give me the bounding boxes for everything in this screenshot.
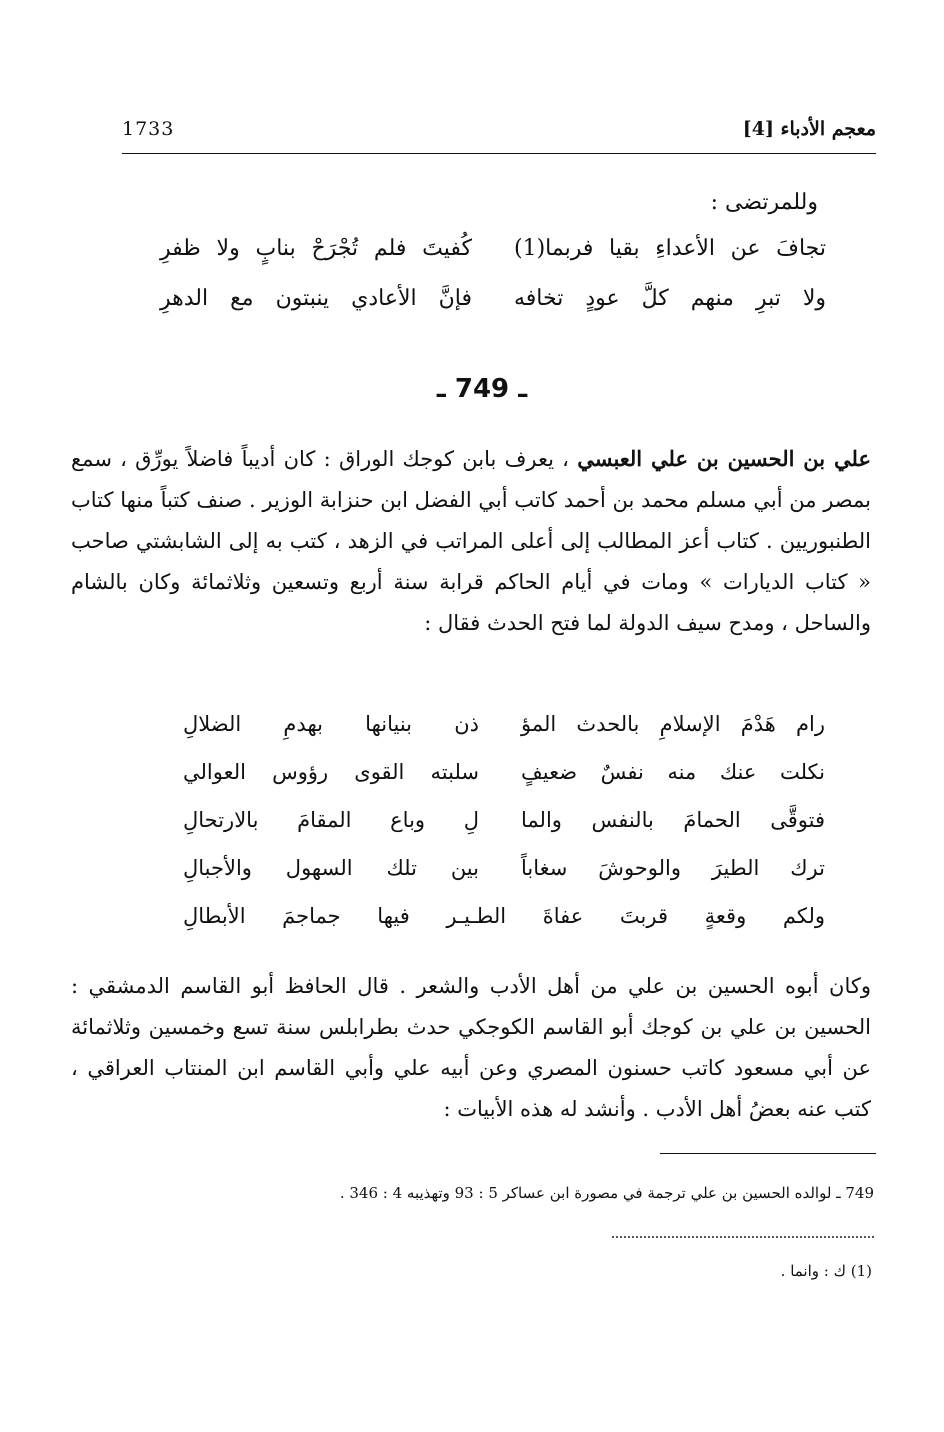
verse-joined-line: ولكم وقعةٍ قربتَ عفاةَ الطـيـر فيها جماجمَ الأبطالِ	[183, 904, 825, 928]
page-number: 1733	[122, 118, 175, 140]
verse-first-hemistich: ولا تبرِ منهم كلَّ عودٍ تخافه	[514, 286, 826, 311]
verse-second-hemistich: فإنَّ الأعادي ينبتون مع الدهرِ	[160, 286, 472, 311]
dotted-separator	[612, 1236, 874, 1238]
entry-number: ـ 749 ـ	[436, 374, 528, 404]
variant-footnote: (1) ك : وانما .	[780, 1262, 872, 1280]
poem-verse	[183, 808, 825, 848]
verse-first-hemistich: رام هَدْمَ الإسلامِ بالحدث المؤ	[521, 712, 825, 736]
entry-subject-name: علي بن الحسين بن علي العبسي	[577, 446, 871, 471]
verse-second-hemistich: سلبته القوى رؤوس العوالي	[183, 760, 479, 784]
entry-footnote: 749 ـ لوالده الحسين بن علي ترجمة في مصورة ابن عساكر 5 : 93 وتهذيبه 4 : 346 .	[339, 1184, 874, 1202]
verse-second-hemistich: ذن بنيانها بهدمِ الضلالِ	[183, 712, 479, 736]
verse-second-hemistich: كُفيتَ فلم تُجْرَحْ بنابٍ ولا ظفرِ	[160, 236, 472, 261]
verse-first-hemistich: نكلت عنك منه نفسٌ ضعيفٍ	[521, 760, 825, 784]
running-header	[122, 116, 876, 144]
header-rule	[122, 153, 876, 154]
poem-verse	[183, 712, 825, 752]
verse-first-hemistich: تجافَ عن الأعداءِ بقيا فربما(1)	[514, 236, 826, 261]
verse-first-hemistich: ترك الطيرَ والوحوشَ سغاباً	[521, 856, 825, 880]
book-title: معجم الأدباء [4]	[742, 118, 876, 140]
verse-intro-label: وللمرتضى :	[710, 190, 818, 215]
verse-first-hemistich: فتوقَّى الحمامَ بالنفس والما	[521, 808, 825, 832]
footnote-rule	[660, 1153, 876, 1154]
poem-verse	[183, 856, 825, 896]
second-paragraph: وكان أبوه الحسين بن علي من أهل الأدب والشعر . قال الحافظ أبو القاسم الدمشقي : الحسين بن علي بن كوجك أبو القاسم الكوجكي حدث بطرابلس سنة تسع وخمسين وثلاثمائة عن أبي مسعود كاتب حسنون المصري وعن أبيه علي وأبي القاسم ابن المنتاب العراقي ، كتب عنه بعضُ أهل الأدب . وأنشد له هذه الأبيات :	[71, 974, 871, 1121]
verse-second-hemistich: لِ وباع المقامَ بالارتحالِ	[183, 808, 479, 832]
poem-verse	[183, 904, 825, 944]
opening-verse	[160, 236, 826, 276]
biography-paragraph	[71, 438, 871, 644]
biography-text: ، يعرف بابن كوجك الوراق : كان أديباً فاضلاً يورِّق ، سمع بمصر من أبي مسلم محمد بن أحمد كاتب أبي الفضل ابن حنزابة الوزير . صنف كتباً منها كتاب الطنبوريين . كتاب أعز المطالب إلى أعلى المراتب في الزهد ، كتب به إلى الشابشتي صاحب « كتاب الديارات » ومات في أيام الحاكم قرابة سنة أربع وتسعين وثلاثمائة وكان بالشام والساحل ، ومدح سيف الدولة لما فتح الحدث فقال :	[71, 447, 871, 635]
poem-verse	[183, 760, 825, 800]
opening-verse	[160, 286, 826, 326]
verse-second-hemistich: بين تلك السهول والأجبالِ	[183, 856, 479, 880]
